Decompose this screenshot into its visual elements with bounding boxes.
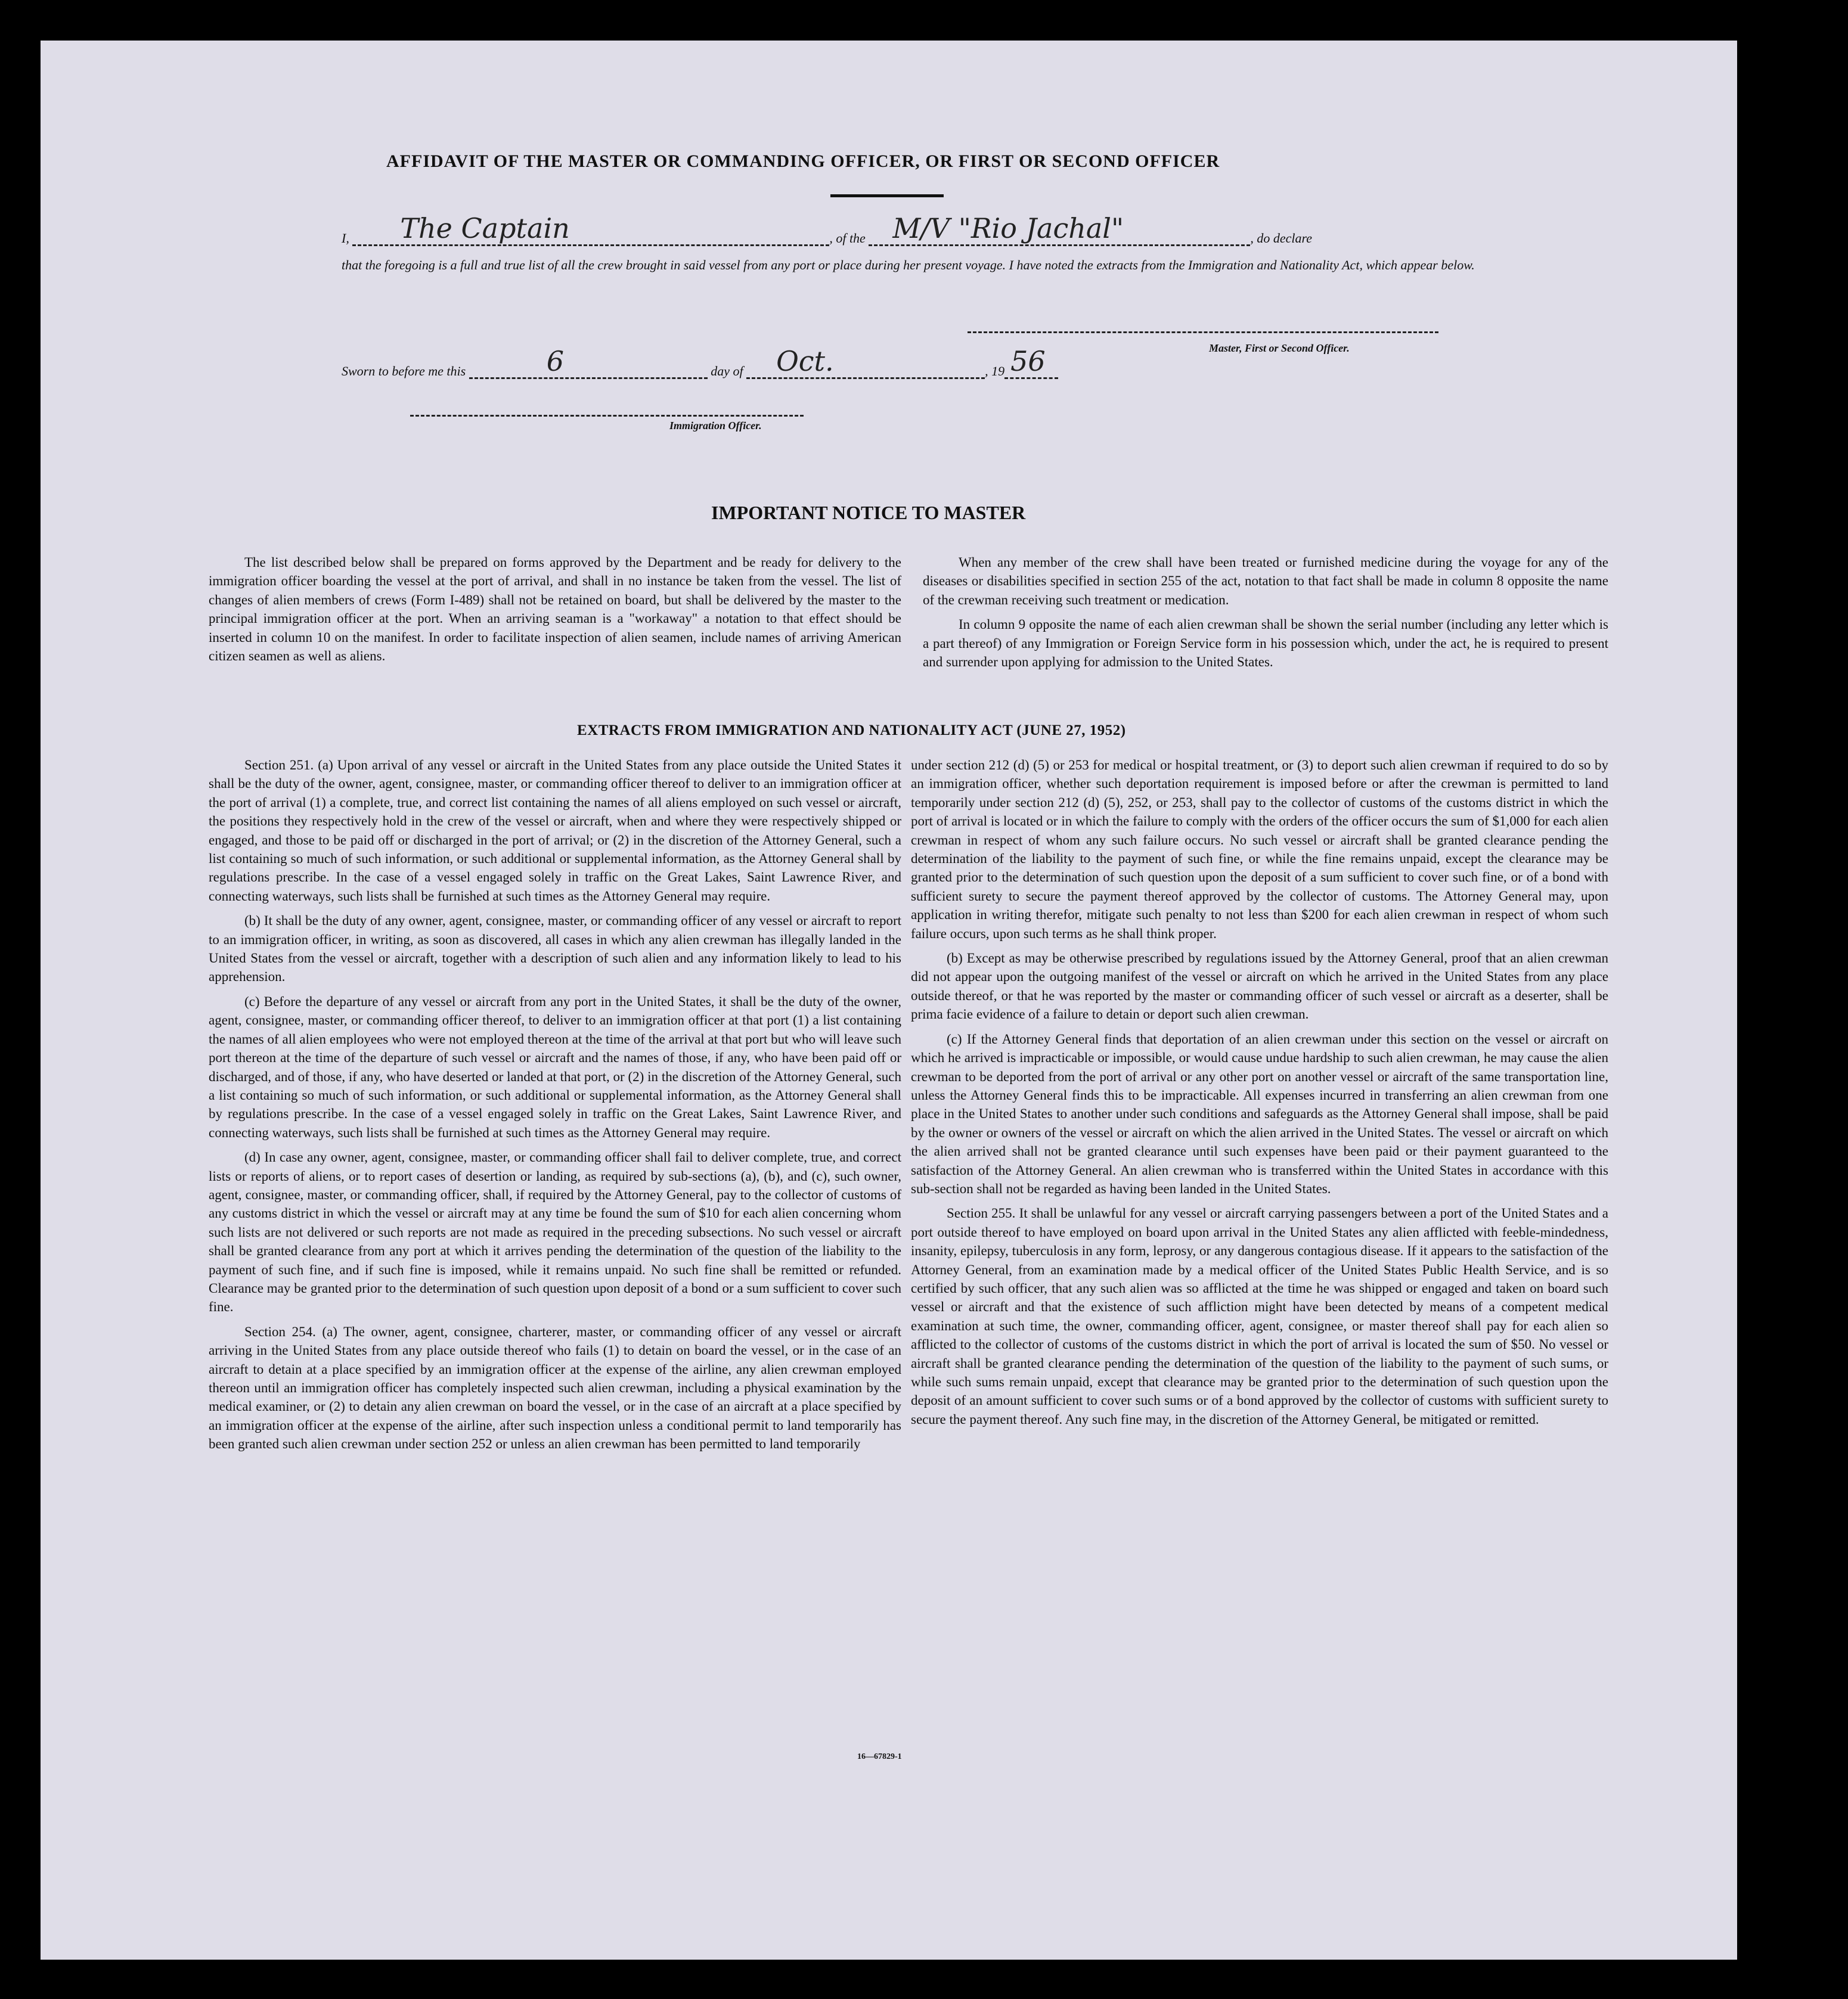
month-field[interactable] [746, 345, 985, 379]
vessel-field[interactable] [869, 212, 1250, 246]
master-signature-line[interactable] [968, 331, 1438, 333]
master-label: Master, First or Second Officer. [1209, 342, 1350, 354]
name-field[interactable] [352, 212, 829, 246]
immigration-label: Immigration Officer. [669, 420, 762, 432]
title-rule [830, 194, 944, 197]
extract-paragraph: Section 254. (a) The owner, agent, consignee, charterer, master, or commanding officer of any vessel or aircraft arriving in the United States from any place outside thereof who fails (1) to detain on board the vessel, or in the case of an aircraft to detain at a place specified by an immigration officer at the expense of the airline, any alien crewman employed thereon until an immigration officer has completely inspected such alien crewman, including a physical examination by the medical examiner, or (2) to detain any alien crewman on board the vessel, or in the case of an aircraft at a place specified by an immigration officer at the expense of the airline, after such inspection unless a conditional permit to land temporarily has been granted such alien crewman under section 252 or unless an alien crewman has been permitted to land temporarily [209, 1324, 901, 1452]
year-field[interactable] [1004, 345, 1058, 379]
extract-paragraph: (b) It shall be the duty of any owner, agent, consignee, master, or commanding officer of any vessel or aircraft to report to an immigration officer, in writing, as soon as discovered, all cases in which any alien crewman has illegally landed in the United States from the vessel or aircraft, together with a description of such alien and any information likely to lead to his apprehension. [209, 913, 901, 985]
notice-right-paragraph-2: In column 9 opposite the name of each alien crewman shall be shown the serial number (including any letter which is a part thereof) of any Immigration or Foreign Service form in his possession which, under the act, he is required to present and surrender upon applying for admission to the United States. [923, 617, 1608, 670]
declaration-of-the: , of the [829, 231, 866, 246]
document-sheet [41, 41, 1737, 1960]
extract-paragraph: Section 251. (a) Upon arrival of any vessel or aircraft in the United States from any place outside the United States it shall be the duty of the owner, agent, consignee, master, or commanding officer thereof to deliver to an immigration officer at the port of arrival (1) a complete, true, and correct list containing the names of all aliens employed on such vessel or aircraft, the positions they respectively hold in the crew of the vessel or aircraft, when and where they were respectively shipped or engaged, and those to be paid off or discharged in the port of arrival; or (2) in the discretion of the Attorney General, such a list containing so much of such information, or such additional or supplemental information, as the Attorney General shall by regulations prescribe. In the case of a vessel engaged solely in traffic on the Great Lakes, Saint Lawrence River, and connecting waterways, such lists shall be furnished at such times as the Attorney General may require. [209, 758, 901, 904]
immigration-signature-line[interactable] [410, 415, 804, 417]
extract-paragraph: (c) Before the departure of any vessel or aircraft from any port in the United States, it shall be the duty of the owner, agent, consignee, master, or commanding officer thereof, to deliver to an immigration officer at that port (1) a list containing the names of all alien employees who were not employed thereon at the time of the arrival at that port but who will leave such port thereon at the time of the departure of such vessel or aircraft and the names of those, if any, who have been paid off or discharged, and of those, if any, who have deserted or landed at that port, or (2) in the discretion of the Attorney General, such a list containing so much of such information, or such additional or supplemental information, as the Attorney General shall by regulations prescribe. In the case of a vessel engaged solely in traffic on the Great Lakes, Saint Lawrence River, and connecting waterways, such lists shall be furnished at such times as the Attorney General may require. [209, 994, 901, 1140]
year-handwritten: 56 [1010, 345, 1046, 377]
extract-paragraph: (c) If the Attorney General finds that deportation of an alien crewman under this section on the vessel or aircraft on which he arrived is impracticable or impossible, or would cause undue hardship to such alien crewman, he may cause the alien crewman to be deported from the port of arrival or any other port on another vessel or aircraft of the same transportation line, unless the Attorney General finds this to be impracticable. All expenses incurred in transferring an alien crewman from one place in the United States to another under such conditions and safeguards as the Attorney General shall impose, shall be paid by the owner or owners of the vessel or aircraft on which the alien arrived in the United States. The vessel or aircraft on which the alien arrived shall not be granted clearance until such expenses have been paid or their payment guaranteed to the satisfaction of the Attorney General. An alien crewman who is transferred within the United States in accordance with this sub-section shall not be regarded as having been landed in the United States. [911, 1031, 1608, 1196]
form-number: 16—67829-1 [857, 1752, 902, 1761]
extracts-right-column [911, 756, 1608, 1435]
declaration-body: that the foregoing is a full and true list of all the crew brought in said vessel from any port or place during her present voyage. I have noted the extracts from the Immigration and Nationality Act, which appear below. [342, 257, 1475, 272]
notice-right-paragraph-1: When any member of the crew shall have been treated or furnished medicine during the voyage for any of the diseases or disabilities specified in section 255 of the act, notation to that fact shall be made in column 8 opposite the name of the crewman receiving such treatment or medication. [923, 555, 1608, 607]
declaration-i: I, [342, 231, 349, 246]
affidavit-title: AFFIDAVIT OF THE MASTER OR COMMANDING OFFICER, OR FIRST OR SECOND OFFICER [386, 151, 1220, 171]
vessel-handwritten: M/V "Rio Jachal" [892, 212, 1124, 244]
day-of-label: day of [711, 364, 743, 378]
extracts-title: EXTRACTS FROM IMMIGRATION AND NATIONALITY ACT (JUNE 27, 1952) [577, 722, 1126, 738]
notice-left-paragraph: The list described below shall be prepared on forms approved by the Department and be ready for delivery to the immigration officer boarding the vessel at the port of arrival, and shall in no instance be taken from the vessel. The list of changes of alien members of crews (Form I-489) shall not be retained on board, but shall be delivered by the master to the principal immigration officer at the port. When an arriving seaman is a "workaway" a notation to that effect should be inserted in column 10 on the manifest. In order to facilitate inspection of alien seamen, include names of arriving American citizen seamen as well as aliens. [209, 555, 901, 664]
sworn-line [342, 345, 1236, 379]
sworn-label: Sworn to before me this [342, 364, 466, 378]
month-handwritten: Oct. [776, 345, 834, 377]
extract-paragraph: (d) In case any owner, agent, consignee, master, or commanding officer shall fail to deliver complete, true, and correct lists or reports of aliens, or to report cases of desertion or landing, as required by sub-sections (a), (b), and (c), such owner, agent, consignee, master, or commanding officer, shall, if required by the Attorney General, pay to the collector of customs of any customs district in which the vessel or aircraft may at any time be found the sum of $10 for each alien concerning whom such lists are not delivered or such reports are not made as required in the preceding subsections. No such vessel or aircraft shall be granted clearance from any port at which it arrives pending the determination of the question of the liability to the payment of such fine, and if such fine is imposed, while it remains unpaid. No such fine shall be remitted or refunded. Clearance may be granted prior to the determination of such question upon deposit of a bond or a sum sufficient to cover such fine. [209, 1150, 901, 1315]
day-handwritten: 6 [546, 345, 564, 377]
extract-paragraph: under section 212 (d) (5) or 253 for medical or hospital treatment, or (3) to deport such alien crewman if required to do so by an immigration officer, whether such deportation requirement is imposed before or after the crewman is permitted to land temporarily under section 212 (d) (5), 252, or 253, shall pay to the collector of customs of the customs district in which the port of arrival is located or in which the failure to comply with the orders of the officer occurs the sum of $1,000 for each alien crewman in respect of whom any such failure occurs. No such vessel or aircraft shall be granted clearance pending the determination of the liability to the payment of such fine, or while the fine remains unpaid, except the clearance may be granted prior to the determination of such question upon the deposit of a sum sufficient to cover such fine, or of a bond with sufficient surety to secure the payment thereof approved by the collector of customs. The Attorney General may, upon application in writing therefor, mitigate such penalty to not less than $200 for each alien crewman in respect of whom such failure occurs, upon such terms as he shall think proper. [911, 758, 1608, 941]
notice-title: IMPORTANT NOTICE TO MASTER [711, 502, 1026, 523]
day-field[interactable] [469, 345, 708, 379]
extract-paragraph: Section 255. It shall be unlawful for any vessel or aircraft carrying passengers between a port of the United States and a port outside thereof to have employed on board upon arrival in the United States any alien afflicted with feeble-mindedness, insanity, epilepsy, tuberculosis in any form, leprosy, or any dangerous contagious disease. If it appears to the satisfaction of the Attorney General, from an examination made by a medical officer of the United States Public Health Service, and is so certified by such officer, that any such alien was so afflicted at the time he was shipped or engaged and taken on board such vessel or aircraft and that the existence of such affliction might have been detected by means of a competent medical examination at such time, the owner, commanding officer, agent, consignee, or master thereof shall pay for each alien so afflicted to the collector of customs of the customs district in which the port of arrival is located the sum of $50. No vessel or aircraft shall be granted clearance pending the determination of the question of the liability to the payment of such sums, or while such sums remain unpaid, except that clearance may be granted prior to the determination of such question upon the deposit of an amount sufficient to cover such sums or of a bond approved by the collector of customs with sufficient surety to secure the payment thereof. Any such fine may, in the discretion of the Attorney General, be mitigated or remitted. [911, 1206, 1608, 1427]
notice-left-column [209, 553, 901, 671]
extracts-left-column [209, 756, 901, 1460]
year-prefix: , 19 [985, 364, 1005, 378]
name-handwritten: The Captain [400, 212, 570, 244]
declaration-do-declare: , do declare [1250, 231, 1312, 246]
extract-paragraph: (b) Except as may be otherwise prescribed by regulations issued by the Attorney General, proof that an alien crewman did not appear upon the outgoing manifest of the vessel or aircraft on which he arrived in the United States from any place outside thereof, or that he was reported by the master or commanding officer of such vessel or aircraft as a deserter, shall be prima facie evidence of a failure to detain or deport such alien crewman. [911, 951, 1608, 1022]
notice-right-column [923, 553, 1608, 677]
declaration-line [342, 212, 1474, 246]
